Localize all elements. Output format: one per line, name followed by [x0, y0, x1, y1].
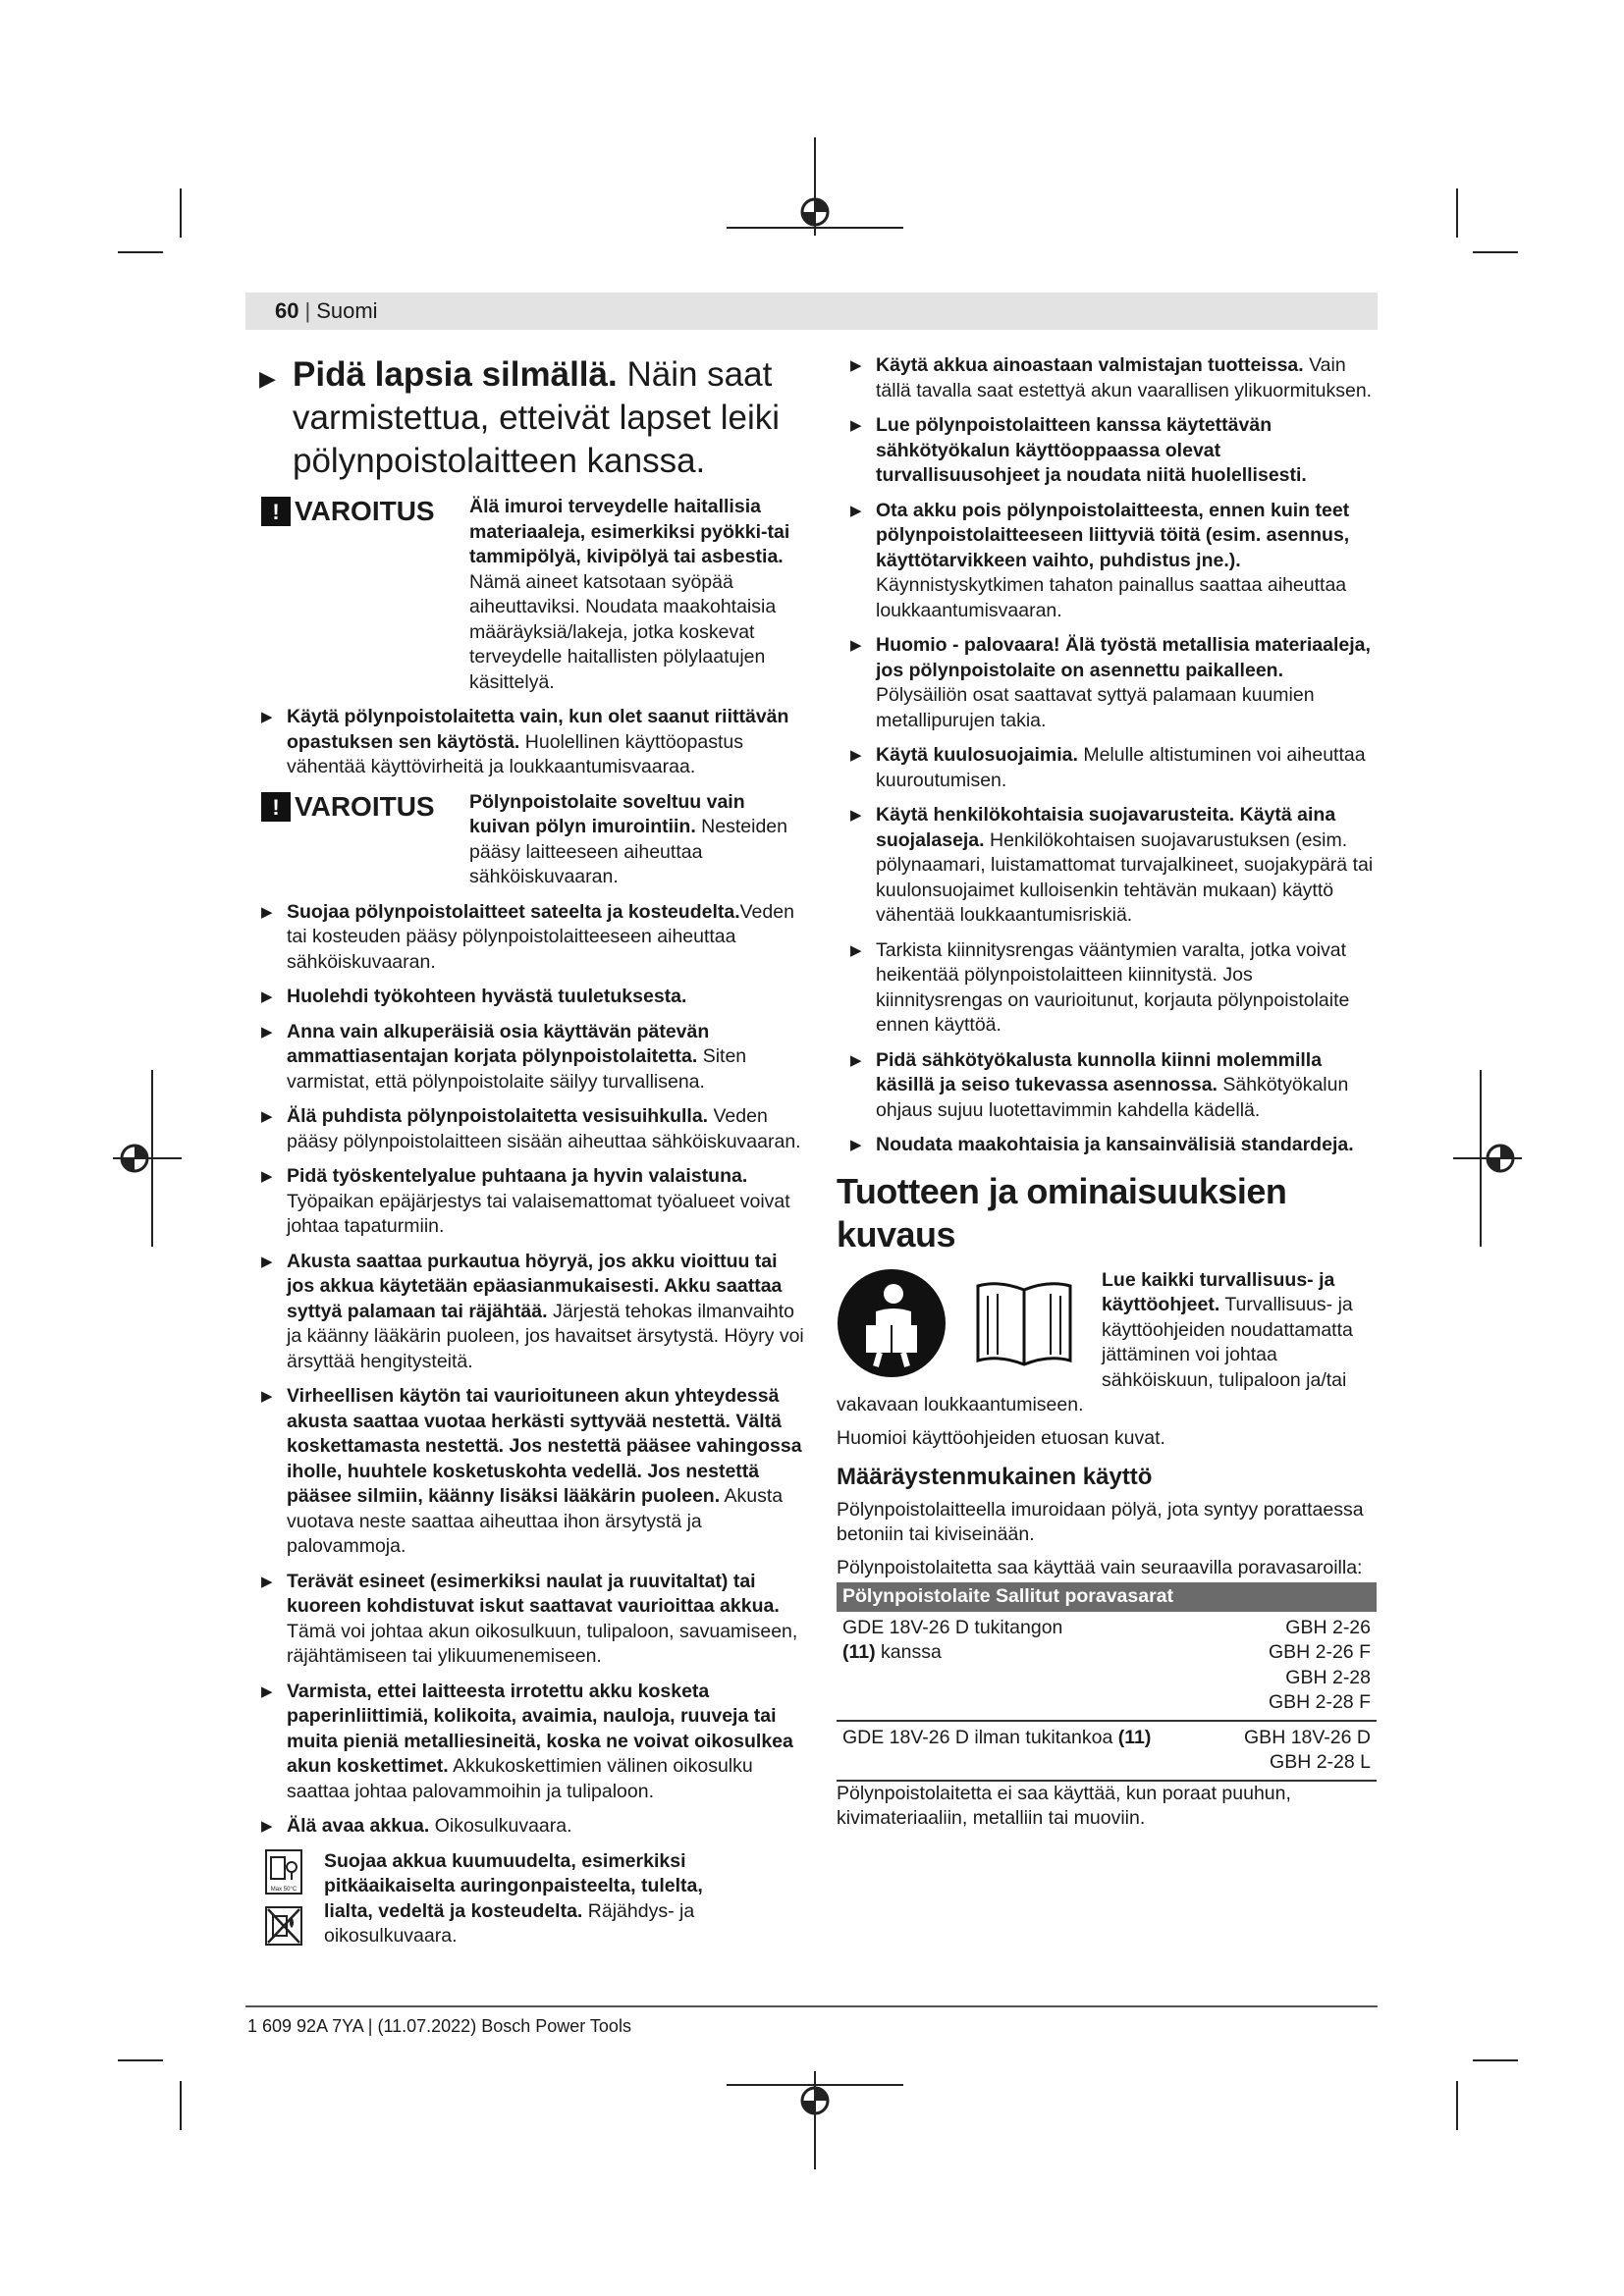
safety-item: ▶ Huomio - palovaara! Älä työstä metallisia materiaaleja, jos pölynpoistolaite on asennettu paikalleen. Pölysäiliön osat saattavat syttyä palamaan kuumien metallipurujen takia.: [850, 634, 1371, 731]
table-row: GDE 18V-26 D tukitangon (11) kanssa GBH 2-26 GBH 2-26 F GBH 2-28 GBH 2-28 F: [842, 1616, 1371, 1713]
safety-item: ▶ Käytä pölynpoistolaitetta vain, kun olet saanut riittävän opastuksen sen käytöstä. Huolellinen käyttöopastus vähentää käyttövirheitä ja loukkaantumisvaaraa.: [261, 706, 789, 777]
safety-item: ▶ Pidä työskentelyalue puhtaana ja hyvin valaistuna. Työpaikan epäjärjestys tai valaisemattomat työalueet voivat johtaa tapaturmiin.: [261, 1165, 790, 1237]
lead-instruction: ▶ Pidä lapsia silmällä. Näin saat varmistettua, etteivät lapset leiki pölynpoistolaitteen kanssa.: [259, 355, 781, 480]
bullet-arrow-icon: ▶: [261, 1573, 273, 1590]
bullet-arrow-icon: ▶: [261, 988, 273, 1005]
crop-mark: [1456, 188, 1458, 238]
bullet-arrow-icon: ▶: [261, 1253, 273, 1270]
warning-block-2: ! VAROITUS Pölynpoistolaite soveltuu vain kuivan pölyn imurointiin. Nesteiden pääsy laitteeseen aiheuttaa sähköiskuvaaran.: [247, 790, 805, 890]
compatibility-table: [837, 1582, 1377, 1782]
left-column: [247, 353, 805, 1949]
crop-mark: [1473, 251, 1518, 253]
safety-item: ▶ Akusta saattaa purkautua höyryä, jos akku vioittuu tai jos akkua käytetään epäasianmukaisesti. Akku saattaa syttyä palamaan tai räjähtää. Järjestä tehokas ilmanvaihto ja käänny lääkärin puoleen, jos havaitset ärsytystä. Höyry voi ärsyttää hengitysteitä.: [261, 1250, 804, 1372]
safety-item: ▶ Huolehdi työkohteen hyvästä tuuletuksesta.: [247, 985, 805, 1010]
table-header: Pölynpoistolaite Sallitut poravasarat: [837, 1582, 1377, 1612]
intended-use-text: Pölynpoistolaitteella imuroidaan pölyä, jota syntyy porattaessa betoniin tai kiviseinään.: [837, 1498, 1364, 1545]
crop-mark: [1456, 2081, 1458, 2130]
sub-heading: Määräystenmukainen käyttö: [837, 1464, 1153, 1490]
no-water-battery-icon: [265, 1906, 302, 1946]
registration-mark-left: [113, 1070, 182, 1247]
bullet-arrow-icon: ▶: [261, 709, 273, 725]
bullet-arrow-icon: ▶: [850, 637, 862, 654]
registration-mark-right: [1453, 1070, 1522, 1247]
right-column: [837, 353, 1377, 1832]
safety-item: ▶ Varmista, ettei laitteesta irrotettu akku kosketa paperinliittimiä, kolikoita, avaimia, nauloja, ruuveja tai muita pieniä metalliesineitä, koska ne voivat oikosulkea akun koskettimet. Akkukoskettimien välinen oikosulku saattaa johtaa palovammoihin ja tulipaloon.: [261, 1680, 793, 1802]
page-number: 60: [275, 298, 299, 323]
bullet-arrow-icon: ▶: [261, 1168, 273, 1185]
read-instructions-block: Lue kaikki turvallisuus- ja käyttöohjeet. Turvallisuus- ja käyttöohjeiden noudattamatta jättäminen voi johtaa sähköiskuun, tulipaloon ja/tai vakavaan loukkaantumiseen.: [837, 1268, 1353, 1415]
safety-item: ▶ Ota akku pois pölynpoistolaitteesta, ennen kuin teet pölynpoistolaitteeseen liittyviä töitä (esim. asennus, käyttötarvikkeen vaihto, puhdistus jne.). Käynnistyskytkimen tahaton painallus saattaa aiheuttaa loukkaantumisvaaran.: [850, 499, 1350, 621]
table-row: GDE 18V-26 D ilman tukitankoa (11) GBH 18V-26 D GBH 2-28 L: [837, 1721, 1377, 1781]
warning-label: ! VAROITUS: [261, 790, 435, 824]
crop-mark: [180, 2081, 182, 2130]
heat-icon-label: Max 50°C: [270, 1886, 298, 1893]
safety-item: ▶ Pidä sähkötyökalusta kunnolla kiinni molemmilla käsillä ja seiso tukevassa asennossa. Sähkötyökalun ohjaus sujuu luotettavimmin kahdella kädellä.: [850, 1048, 1349, 1121]
bullet-arrow-icon: ▶: [261, 1818, 273, 1835]
bullet-arrow-icon: ▶: [850, 941, 862, 959]
closing-text: Pölynpoistolaitetta ei saa käyttää, kun poraat puuhun, kivimateriaaliin, metalliin tai muoviin.: [837, 1782, 1291, 1829]
safety-item: ▶ Käytä kuulosuojaimia. Melulle altistuminen voi aiheuttaa kuuroutumisen.: [850, 744, 1366, 791]
bullet-arrow-icon: ▶: [850, 502, 862, 519]
page-footer: 1 609 92A 7YA | (11.07.2022) Bosch Power Tools: [247, 2016, 631, 2036]
safety-item: ▶ Käytä akkua ainoastaan valmistajan tuotteissa. Vain tällä tavalla saat estettyä akun vaarallisen ylikuormituksen.: [850, 354, 1373, 401]
crop-mark: [118, 2059, 163, 2061]
bullet-arrow-icon: ▶: [850, 357, 862, 374]
footer-rule: [245, 2005, 1378, 2007]
heat-max-temperature-icon: [265, 1849, 302, 1895]
safety-item: ▶ Noudata maakohtaisia ja kansainvälisiä standardeja.: [837, 1133, 1377, 1158]
page-header: [245, 293, 1378, 330]
safety-item: ▶ Älä puhdista pölynpoistolaitetta vesisuihkulla. Veden pääsy pölynpoistolaitteen sisään aiheuttaa sähköiskuvaaran.: [261, 1105, 801, 1152]
bullet-arrow-icon: ▶: [850, 807, 862, 824]
bullet-arrow-icon: ▶: [261, 1023, 273, 1041]
safety-item: ▶ Terävät esineet (esimerkiksi naulat ja ruuvitaltat) tai kuoreen kohdistuvat iskut saattavat vaurioittaa akkua. Tämä voi johtaa akun oikosulkuun, tulipaloon, savuamiseen, räjähtämiseen tai ylikuumenemiseen.: [261, 1570, 798, 1667]
crop-mark: [180, 188, 182, 238]
warning-block-1: ! VAROITUS Älä imuroi terveydelle haitallisia materiaaleja, esimerkiksi pyökki-tai tammipölyä, kivipölyä tai asbestia. Nämä aineet katsotaan syöpää aiheuttaviksi. Noudata maakohtaisia määräyksiä/lakeja, jotka koskevat terveydelle haitallisten pölylaatujen käsittelyä.: [247, 495, 805, 695]
section-heading: Tuotteen ja ominaisuuksien kuvaus: [837, 1170, 1287, 1255]
bullet-arrow-icon: ▶: [261, 1108, 273, 1125]
open-book-icon: [970, 1276, 1078, 1370]
bullet-arrow-icon: ▶: [261, 903, 273, 921]
crop-mark: [118, 251, 163, 253]
safety-item: ▶ Älä avaa akkua. Oikosulkuvaara.: [247, 1814, 805, 1840]
safety-item: ▶ Lue pölynpoistolaitteen kanssa käytettävän sähkötyökalun käyttöoppaassa olevat turvallisuusohjeet ja noudata niitä huolellisesti.: [850, 414, 1307, 486]
warning-triangle-icon: !: [261, 792, 291, 822]
bullet-arrow-icon: ▶: [259, 366, 276, 391]
safety-item: ▶ Käytä henkilökohtaisia suojavarusteita. Käytä aina suojalaseja. Henkilökohtaisen suojavarustuksen (esim. pölynaamari, luistamattomat turvajalkineet, suojakypärä tai kuulonsuojaimet kulloisenkin tehtävän mukaan) käyttö vähentää loukkaantumisriskiä.: [850, 804, 1374, 926]
bullet-arrow-icon: ▶: [850, 747, 862, 764]
registration-mark-bottom: [727, 2071, 903, 2179]
bullet-arrow-icon: ▶: [261, 1682, 273, 1700]
bullet-arrow-icon: ▶: [850, 417, 862, 434]
bullet-arrow-icon: ▶: [850, 1051, 862, 1069]
bullet-arrow-icon: ▶: [261, 1388, 273, 1405]
battery-protection-note: Max 50°C Suojaa akkua kuumuudelta, esimerkiksi pitkäaikaiselta auringonpaisteelta, tulelta, lialta, vedeltä ja kosteudelta. Räjähdys- ja oikosulkuvaara.: [247, 1849, 805, 1949]
crop-mark: [1473, 2059, 1518, 2061]
compatible-hammers-text: Pölynpoistolaitetta saa käyttää vain seuraavilla poravasaroilla:: [837, 1556, 1363, 1578]
safety-item: ▶ Virheellisen käytön tai vaurioituneen akun yhteydessä akusta saattaa vuotaa herkästi syttyvää nestettä. Vältä koskettamasta nestettä. Jos nestettä pääsee vahingossa iholle, huuhtele kosketuskohta vedellä. Jos nestettä pääsee silmiin, käänny lisäksi lääkärin puoleen. Akusta vuotava neste saattaa aiheuttaa ihon ärsytystä ja palovammoja.: [261, 1385, 802, 1557]
read-manual-person-icon: [837, 1268, 947, 1378]
safety-item: ▶ Anna vain alkuperäisiä osia käyttävän pätevän ammattiasentajan korjata pölynpoistolaitetta. Siten varmistat, että pölynpoistolaite säilyy turvallisena.: [261, 1020, 747, 1093]
note-images: Huomioi käyttöohjeiden etuosan kuvat.: [837, 1426, 1165, 1449]
registration-mark-top: [727, 137, 903, 245]
warning-triangle-icon: !: [261, 497, 291, 526]
bullet-arrow-icon: ▶: [850, 1137, 862, 1153]
safety-item: ▶ Tarkista kiinnitysrengas vääntymien varalta, jotka voivat heikentää pölynpoistolaitteen kiinnitystä. Jos kiinnitysrengas on vaurioitunut, korjauta pölynpoistolaite ennen käyttöä.: [850, 938, 1350, 1036]
header-separator: |: [304, 298, 311, 323]
warning-label: ! VAROITUS: [261, 495, 435, 528]
header-language: Suomi: [316, 298, 378, 323]
safety-item: ▶ Suojaa pölynpoistolaitteet sateelta ja kosteudelta.Veden tai kosteuden pääsy pölynpoistolaitteeseen aiheuttaa sähköiskuvaaran.: [261, 900, 794, 973]
